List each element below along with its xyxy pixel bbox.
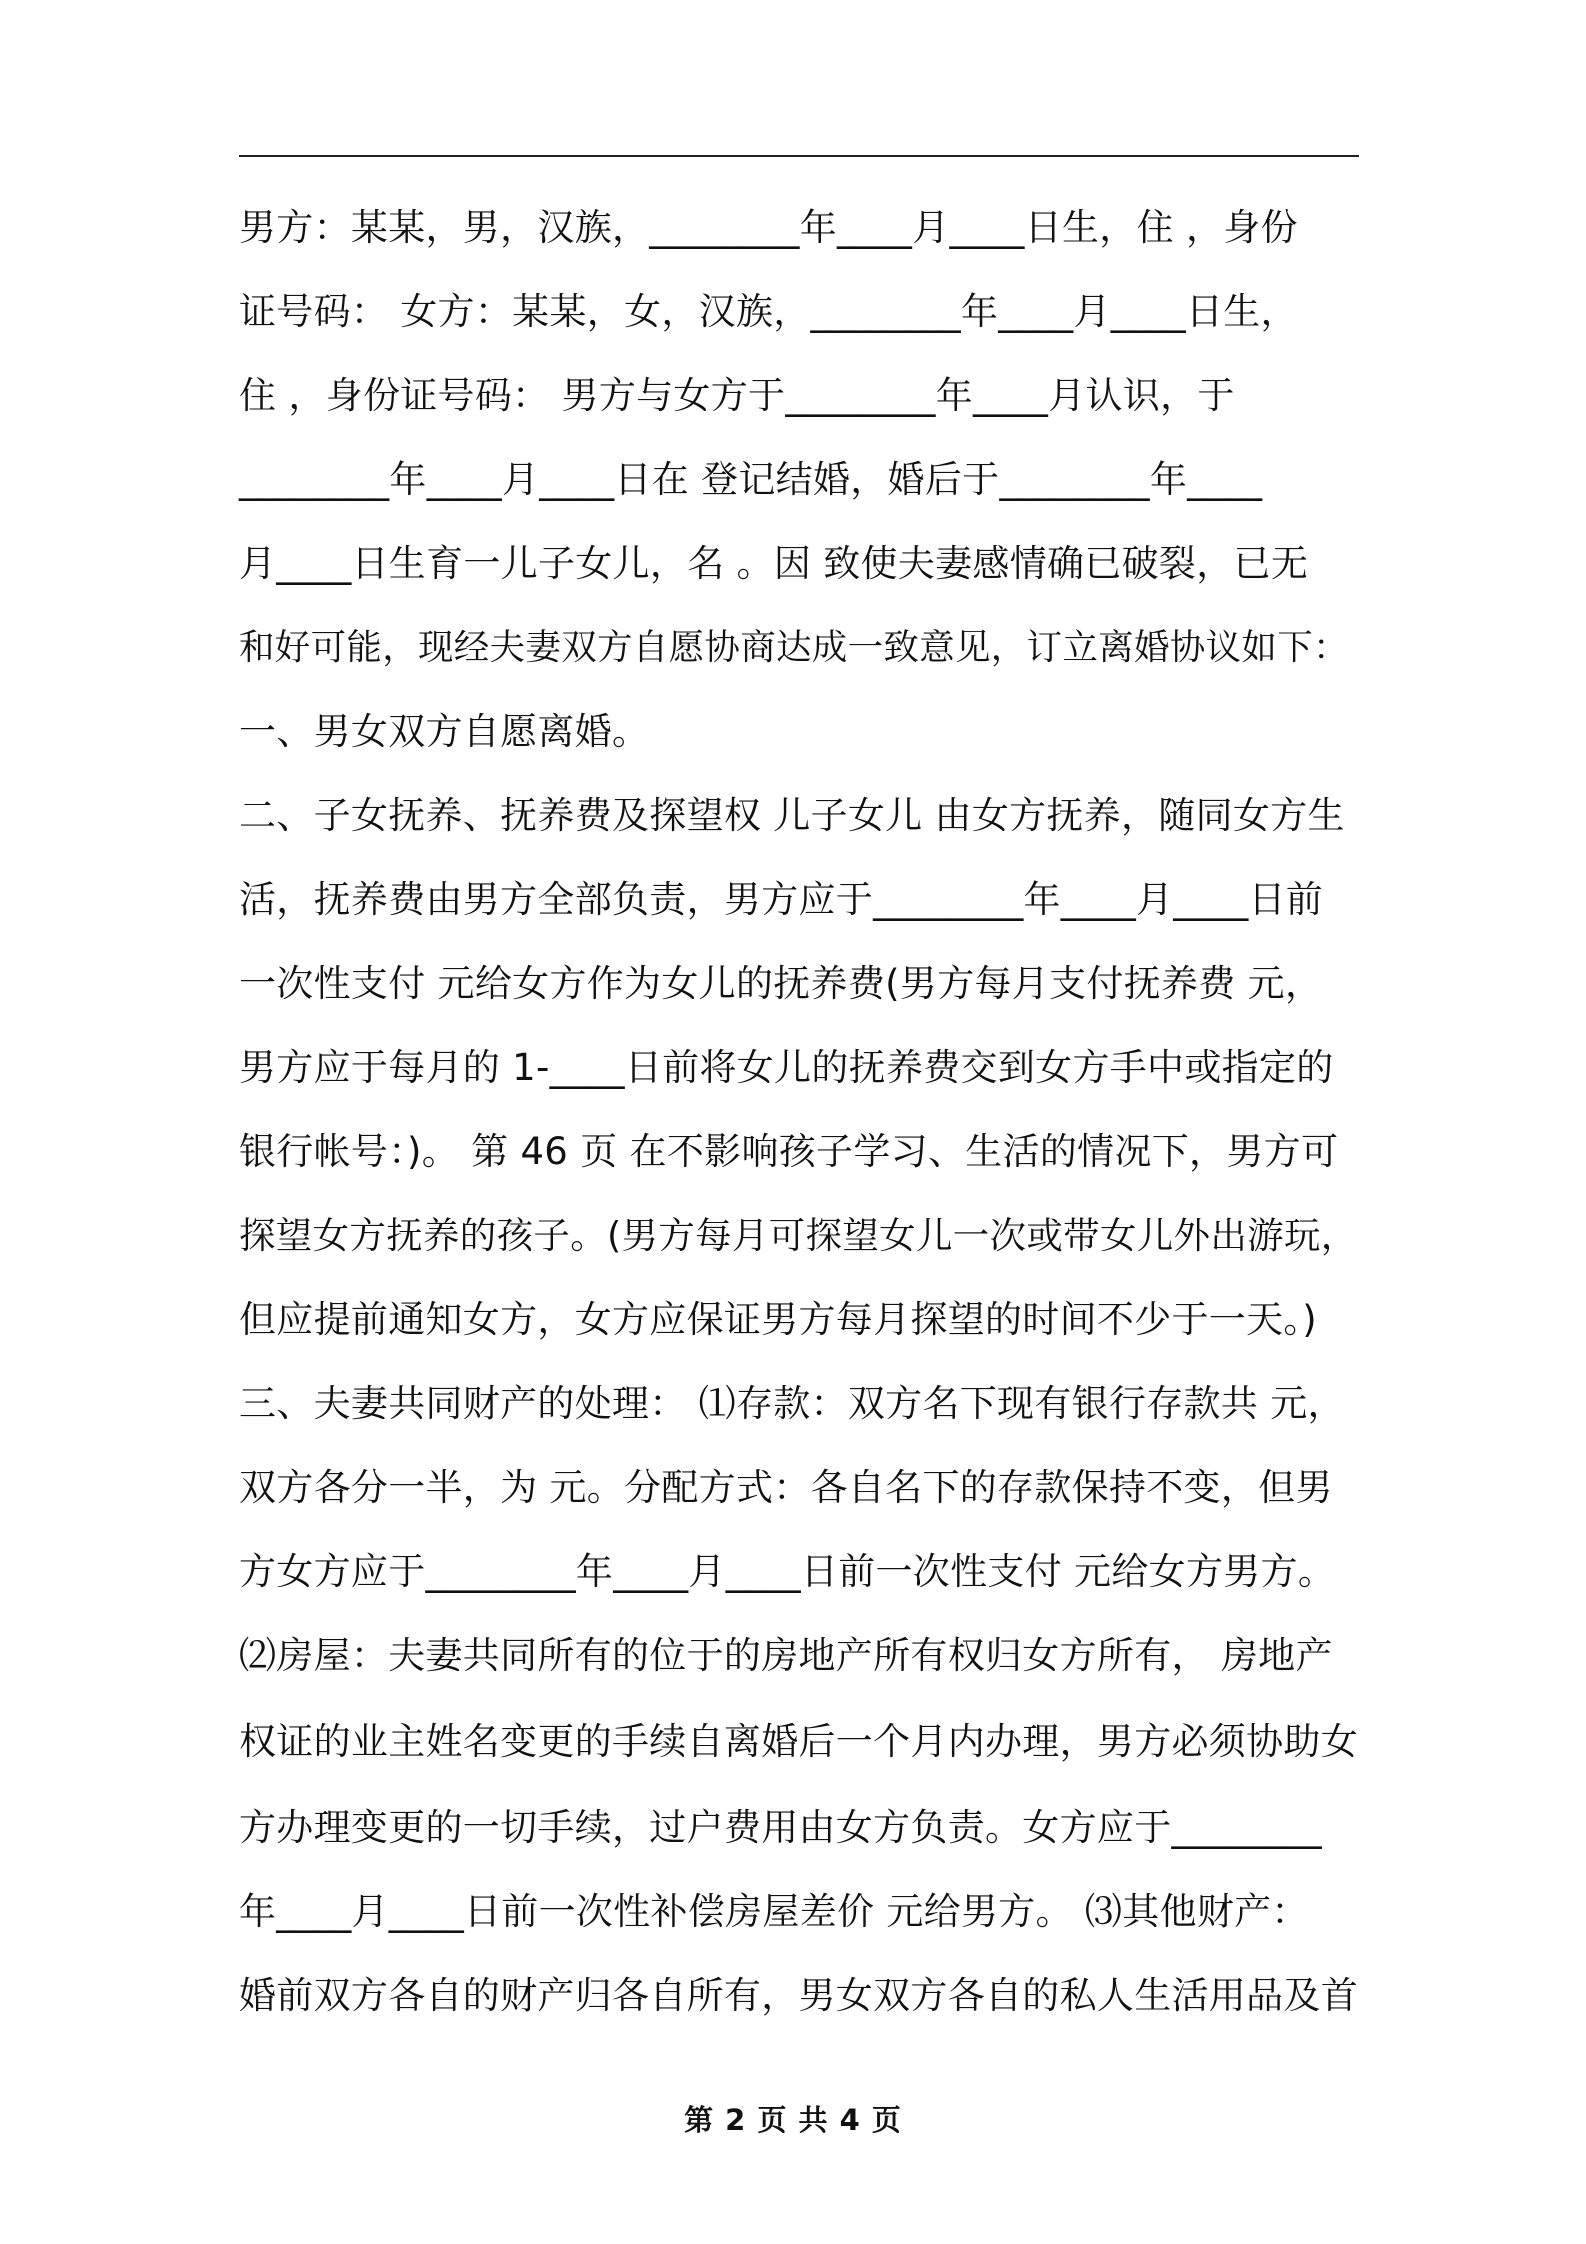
body-text-line: 探望女方抚养的孩子。(男方每月可探望女儿一次或带女儿外出游玩， [239,1214,1358,1257]
body-text-line: 月____日生育一儿子女儿，名 。因 致使夫妻感情确已破裂，已无 [239,542,1309,585]
body-text-line: 和好可能，现经夫妻双方自愿协商达成一致意见，订立离婚协议如下： [239,627,1349,668]
body-text-line: 一次性支付 元给女方作为女儿的抚养费(男方每月支付抚养费 元， [239,962,1323,1005]
body-text-line: 男方应于每月的 1-____日前将女儿的抚养费交到女方手中或指定的 [239,1046,1334,1089]
page-footer: 第 2 页 共 4 页 [684,2103,902,2137]
body-text-line: ⑵房屋：夫妻共同所有的位于的房地产所有权归女方所有， 房地产 [239,1634,1333,1677]
body-text-line: 方女方应于________年____月____日前一次性支付 元给女方男方。 [239,1550,1336,1593]
body-text-line: 二、子女抚养、抚养费及探望权 儿子女儿 由女方抚养，随同女方生 [239,794,1345,837]
body-text-line: 但应提前通知女方，女方应保证男方每月探望的时间不少于一天。) [239,1298,1317,1341]
body-text-line: 三、夫妻共同财产的处理： ⑴存款：双方名下现有银行存款共 元， [239,1382,1345,1425]
body-text-line: 权证的业主姓名变更的手续自离婚后一个月内办理，男方必须协助女 [239,1720,1358,1763]
body-text-line: 婚前双方各自的财产归各自所有，男女双方各自的私人生活用品及首 [239,1974,1358,2017]
body-text-line: 双方各分一半，为 元。分配方式：各自名下的存款保持不变，但男 [239,1466,1333,1509]
body-text-line: 一、男女双方自愿离婚。 [239,710,650,753]
header-rule [239,155,1359,157]
body-text-line: 证号码： 女方：某某，女，汉族，________年____月____日生， [239,290,1298,333]
body-text-line: 年____月____日前一次性补偿房屋差价 元给男方。 ⑶其他财产： [239,1890,1309,1933]
body-text-line: 住 ，身份证号码： 男方与女方于________年____月认识，于 [239,374,1235,417]
body-text-line: 方办理变更的一切手续，过户费用由女方负责。女方应于________ [239,1806,1322,1849]
body-text-line: ________年____月____日在 登记结婚，婚后于________年____ [239,458,1263,501]
body-text-line: 男方：某某，男，汉族，________年____月____日生，住 ，身份 [239,206,1298,249]
body-text-line: 银行帐号：)。 第 46 页 在不影响孩子学习、生活的情况下，男方可 [239,1130,1339,1173]
body-text-line: 活，抚养费由男方全部负责，男方应于________年____月____日前 [239,878,1324,921]
